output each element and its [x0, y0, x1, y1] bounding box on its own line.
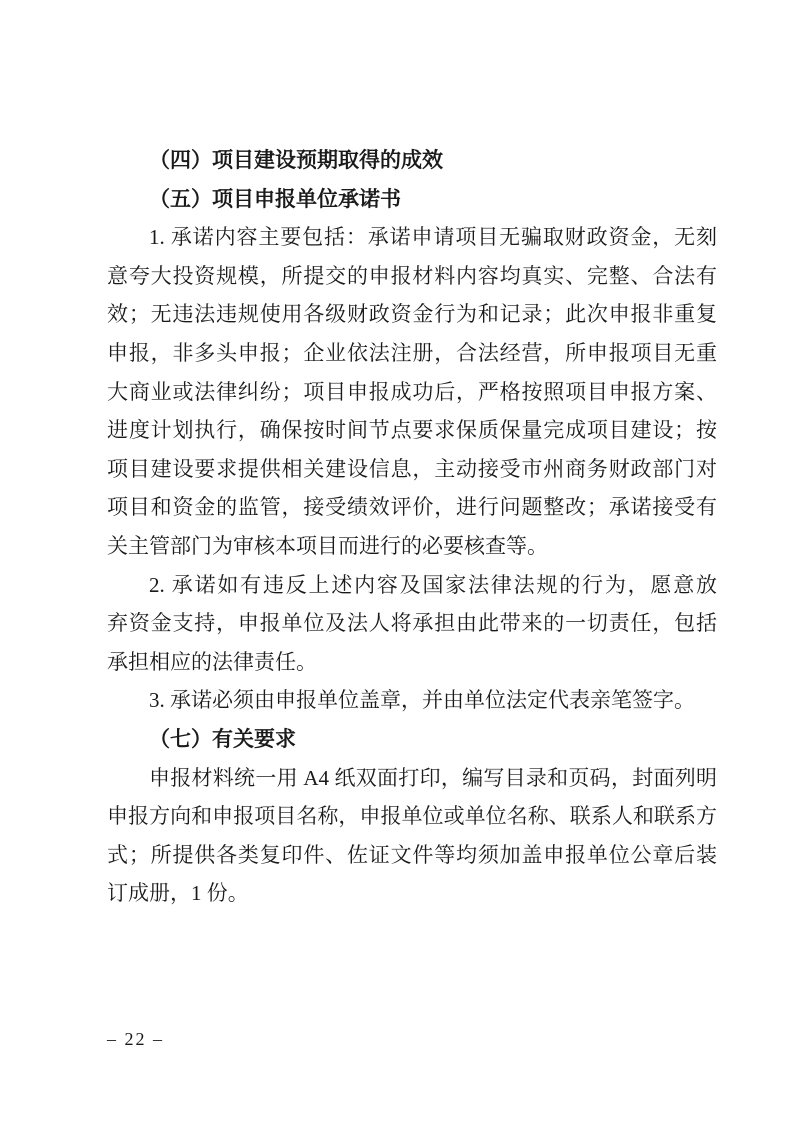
body-text-line: 项目和资金的监管，接受绩效评价，进行问题整改；承诺接受有: [107, 495, 717, 520]
body-text-line: 2. 承诺如有违反上述内容及国家法律法规的行为，愿意放: [149, 572, 717, 597]
document-text-block: [107, 141, 717, 913]
section-heading: （四）项目建设预期取得的成效: [149, 148, 443, 172]
body-text-line: 项目建设要求提供相关建设信息，主动接受市州商务财政部门对: [107, 456, 717, 481]
body-text-line: 1. 承诺内容主要包括：承诺申请项目无骗取财政资金，无刻: [149, 225, 717, 250]
body-text-line: 大商业或法律纠纷；项目申报成功后，严格按照项目申报方案、: [107, 379, 717, 404]
body-text-line: 式；所提供各类复印件、佐证文件等均须加盖申报单位公章后装: [107, 842, 717, 867]
body-text-line: 弃资金支持，申报单位及法人将承担由此带来的一切责任，包括: [107, 611, 717, 636]
body-text-line: 订成册，1 份。: [107, 881, 249, 906]
body-text-line: 关主管部门为审核本项目而进行的必要核查等。: [107, 533, 548, 558]
body-text-line: 申报，非多头申报；企业依法注册，合法经营，所申报项目无重: [107, 340, 717, 365]
body-text-line: 申报方向和申报项目名称，申报单位或单位名称、联系人和联系方: [107, 804, 717, 829]
page-number: – 22 –: [107, 1029, 164, 1049]
body-text-line: 意夸大投资规模，所提交的申报材料内容均真实、完整、合法有: [107, 263, 717, 288]
section-heading: （七）有关要求: [149, 726, 296, 751]
section-heading: （五）项目申报单位承诺书: [149, 186, 401, 211]
body-text-line: 申报材料统一用 A4 纸双面打印，编写目录和页码，封面列明: [149, 765, 717, 790]
body-text-line: 3. 承诺必须由申报单位盖章，并由单位法定代表亲笔签字。: [149, 688, 695, 713]
body-text-line: 承担相应的法律责任。: [107, 649, 317, 674]
body-text-line: 效；无违法违规使用各级财政资金行为和记录；此次申报非重复: [107, 302, 717, 327]
body-text-line: 进度计划执行，确保按时间节点要求保质保量完成项目建设；按: [107, 418, 717, 443]
